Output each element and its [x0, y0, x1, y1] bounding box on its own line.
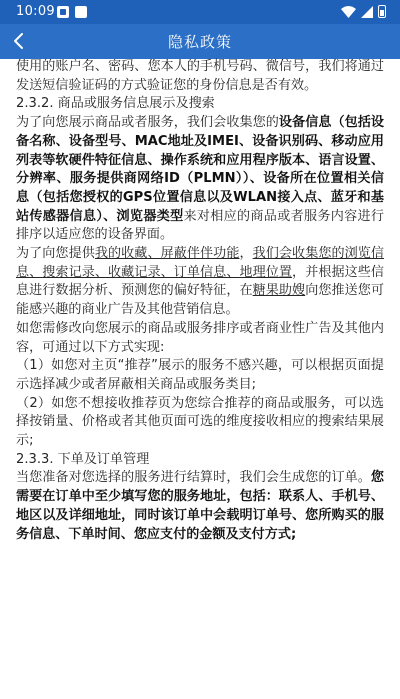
policy-paragraph: [16, 469, 384, 544]
policy-text: 如您需修改向您展示的商品或服务排序或者商业性广告及其他内容，可通过以下方式实现:: [16, 320, 384, 355]
bold-text: 设备信息（包括设备名称、设备型号、MAC地址及IMEI、设备识别码、移动应用列表等软硬件特征信息、操作系统和应用程序版本、语言设置、分辨率、服务提供商网络ID（PLMN））、设备所在位置相关信息（包括您授权的GPS位置信息以及WLAN接入点、蓝牙和基站传感器信息）、浏览器类型: [16, 115, 385, 224]
underlined-text: 我的收藏、屏蔽伴伴功能: [94, 246, 240, 262]
policy-paragraph: [16, 357, 384, 394]
app-bar: [0, 24, 400, 59]
policy-paragraph: [16, 114, 384, 245]
battery-icon: [378, 5, 386, 18]
privacy-policy-content: [16, 58, 384, 544]
policy-text: 为了向您展示商品或者服务，我们会收集您的: [16, 115, 279, 131]
system-icons: [341, 5, 386, 18]
policy-text: （1）如您对主页“推荐”展示的服务不感兴趣，可以根据页面提示选择减少或者屏蔽相关商品或服务类目;: [16, 358, 384, 392]
policy-text: 2.3.2. 商品或服务信息展示及搜索: [16, 96, 215, 112]
policy-paragraph: [16, 95, 384, 114]
policy-paragraph: [16, 245, 384, 320]
policy-paragraph: [16, 451, 384, 470]
policy-text: 向您推送您可能感兴趣的商业广告及其他营销信息。: [16, 283, 385, 318]
policy-text: 2.3.3. 下单及订单管理: [16, 451, 150, 467]
policy-paragraph: [16, 58, 384, 95]
policy-paragraph: [16, 395, 384, 451]
notification-icon: [57, 6, 69, 18]
policy-text: 使用的账户名、密码、您本人的手机号码、微信号，我们将通过发送短信验证码的方式验证您的身份信息是否有效。: [16, 59, 384, 93]
underlined-text: 糖果助嫂: [252, 283, 306, 299]
notification-icon: [75, 6, 87, 18]
policy-text: ，并根据这些信息进行数据分析、预测您的偏好特征，在: [16, 264, 385, 299]
policy-text: 来对相应的商品或者服务内容进行排序以适应您的设备界面。: [16, 208, 384, 243]
underlined-text: 我们会收集您的浏览信息、搜索记录、收藏记录、订单信息、地理位置: [16, 246, 385, 280]
notification-icons: [57, 6, 87, 18]
policy-text: 为了向您提供: [16, 246, 95, 262]
signal-icon: [361, 6, 373, 18]
page-title: 隐私政策: [167, 33, 232, 51]
status-bar: [0, 0, 400, 24]
bold-text: 您需要在订单中至少填写您的服务地址，包括：联系人、手机号、地区以及详细地址，同时该订单中会载明订单号、您所购买的服务信息、下单时间、您应支付的金额及支付方式;: [16, 470, 384, 542]
policy-text: 当您准备对您选择的服务进行结算时，我们会生成您的订单。: [16, 470, 371, 486]
policy-text: （2）如您不想接收推荐页为您综合推荐的商品或服务，可以选择按销量、价格或者其他页面可选的维度接收相应的搜索结果展示;: [16, 395, 384, 449]
policy-text: ，: [239, 246, 253, 262]
status-time: 10:09: [16, 4, 55, 19]
wifi-icon: [341, 6, 356, 18]
policy-paragraph: [16, 320, 384, 357]
